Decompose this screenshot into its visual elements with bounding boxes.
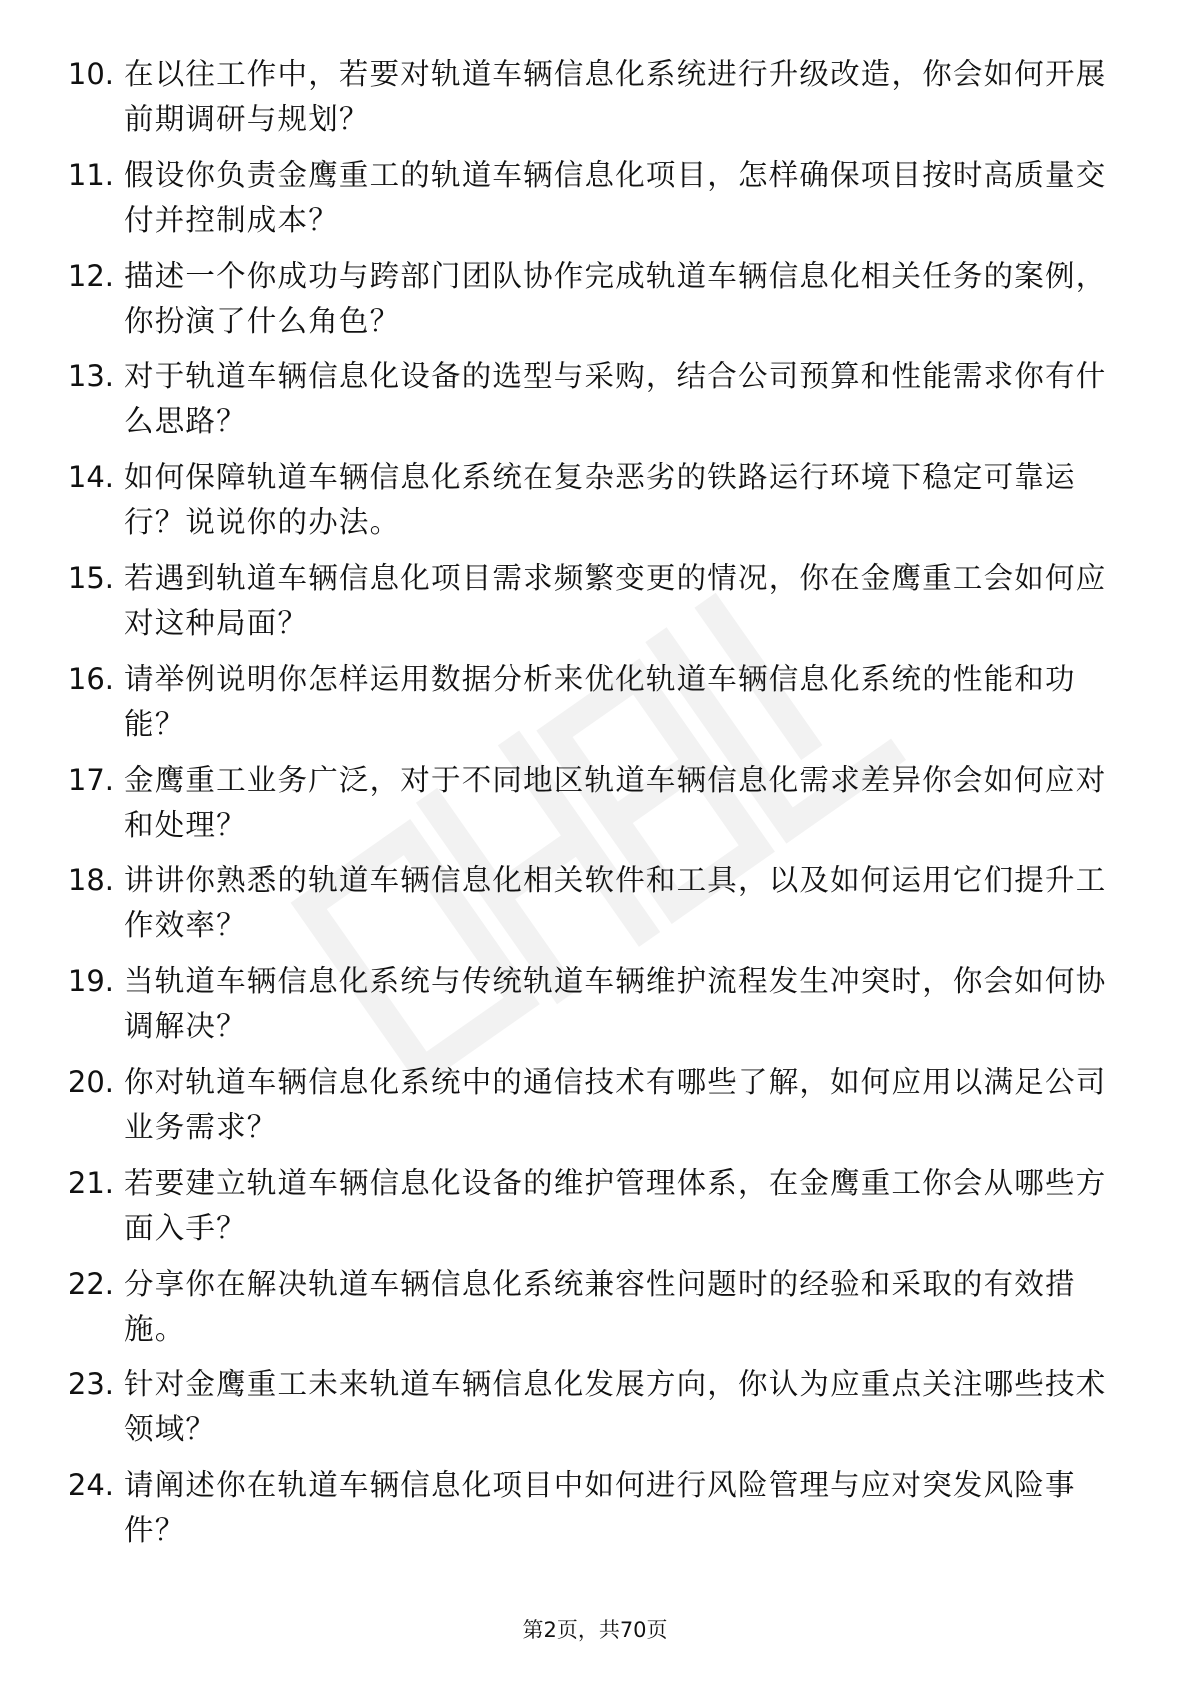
question-number: 16. [67, 661, 114, 696]
question-number: 18. [67, 863, 114, 898]
question-number: 11. [67, 157, 114, 192]
question-list [0, 52, 1190, 1564]
question-item [0, 52, 1190, 153]
question-number: 14. [67, 460, 114, 495]
question-text: 如何保障轨道车辆信息化系统在复杂恶劣的铁路运行环境下稳定可靠运行？说说你的办法。 [124, 460, 1076, 540]
question-item [0, 556, 1190, 657]
question-number: 12. [67, 258, 114, 293]
question-item [0, 455, 1190, 556]
question-item [0, 354, 1190, 455]
question-text: 当轨道车辆信息化系统与传统轨道车辆维护流程发生冲突时，你会如何协调解决？ [124, 964, 1107, 1044]
question-text: 分享你在解决轨道车辆信息化系统兼容性问题时的经验和采取的有效措施。 [124, 1266, 1076, 1346]
question-text: 在以往工作中，若要对轨道车辆信息化系统进行升级改造，你会如何开展前期调研与规划？ [124, 57, 1107, 136]
question-item [0, 1262, 1190, 1363]
question-number: 20. [67, 1064, 114, 1099]
question-item [0, 1060, 1190, 1161]
question-number: 24. [67, 1468, 114, 1503]
question-text: 假设你负责金鹰重工的轨道车辆信息化项目，怎样确保项目按时高质量交付并控制成本？ [124, 157, 1107, 237]
question-number: 17. [67, 762, 114, 797]
question-number: 15. [67, 560, 114, 595]
question-number: 19. [67, 964, 114, 999]
question-text: 金鹰重工业务广泛，对于不同地区轨道车辆信息化需求差异你会如何应对和处理？ [124, 762, 1107, 842]
question-number: 22. [67, 1266, 114, 1301]
question-text: 请阐述你在轨道车辆信息化项目中如何进行风险管理与应对突发风险事件？ [124, 1468, 1076, 1548]
question-text: 请举例说明你怎样运用数据分析来优化轨道车辆信息化系统的性能和功能？ [124, 661, 1076, 741]
question-text: 描述一个你成功与跨部门团队协作完成轨道车辆信息化相关任务的案例，你扮演了什么角色？ [124, 258, 1107, 338]
question-item [0, 1463, 1190, 1564]
question-item [0, 959, 1190, 1060]
question-text: 若遇到轨道车辆信息化项目需求频繁变更的情况，你在金鹰重工会如何应对这种局面？ [124, 560, 1107, 640]
question-item [0, 758, 1190, 859]
question-text: 针对金鹰重工未来轨道车辆信息化发展方向，你认为应重点关注哪些技术领域？ [124, 1367, 1107, 1447]
question-text: 对于轨道车辆信息化设备的选型与采购，结合公司预算和性能需求你有什么思路？ [124, 359, 1107, 439]
page-footer: 第2页，共70页 [522, 1618, 668, 1642]
question-number: 13. [67, 359, 114, 394]
question-item [0, 858, 1190, 959]
question-number: 10. [67, 57, 114, 91]
question-item [0, 254, 1190, 355]
question-text: 讲讲你熟悉的轨道车辆信息化相关软件和工具，以及如何运用它们提升工作效率？ [124, 863, 1107, 943]
question-item [0, 153, 1190, 254]
question-number: 21. [67, 1165, 114, 1200]
question-number: 23. [67, 1367, 114, 1402]
question-text: 若要建立轨道车辆信息化设备的维护管理体系，在金鹰重工你会从哪些方面入手？ [124, 1165, 1107, 1245]
question-text: 你对轨道车辆信息化系统中的通信技术有哪些了解，如何应用以满足公司业务需求？ [124, 1064, 1107, 1144]
question-item [0, 1161, 1190, 1262]
question-item [0, 1362, 1190, 1463]
question-item [0, 657, 1190, 758]
